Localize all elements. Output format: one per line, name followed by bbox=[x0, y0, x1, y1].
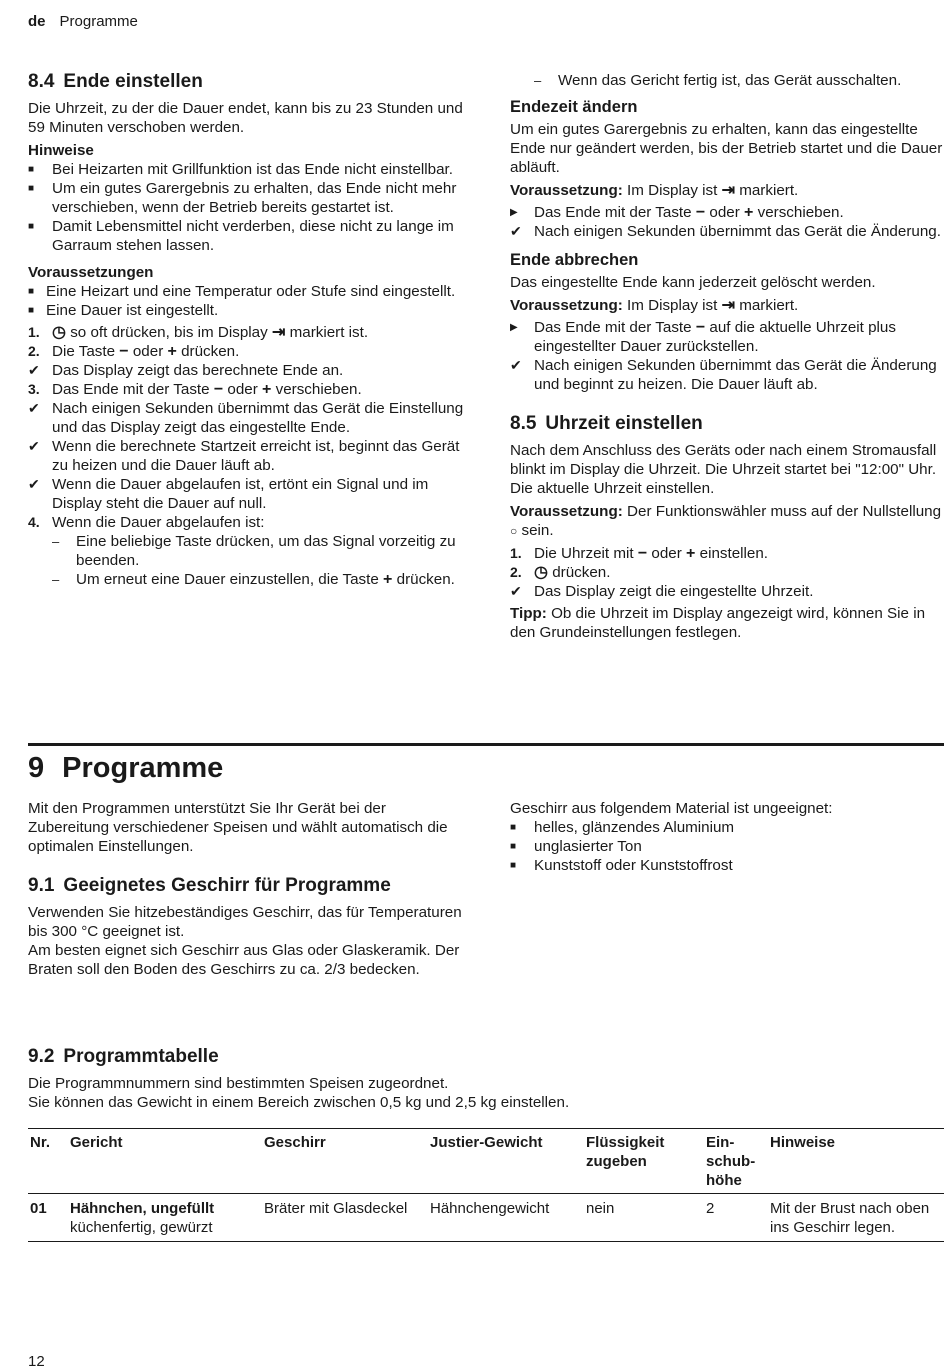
chapter-intro: Mit den Programmen unterstützt Sie Ihr Gerät bei der Zubereitung verschiedener Speisen und wählt automatisch die optimalen Einstellungen. bbox=[28, 800, 448, 855]
body-text: Geschirr aus folgendem Material ist ungeeignet: bbox=[510, 800, 833, 817]
chapter-heading: 9 Programme bbox=[28, 752, 224, 784]
result: ✔ Das Display zeigt die eingestellte Uhrzeit. bbox=[510, 583, 814, 600]
check-icon: ✔ bbox=[28, 362, 40, 378]
body-text: Um ein gutes Garergebnis zu erhalten, kann das eingestellte Ende nur geändert werden, bis der Betrieb startet und die Dauer abläuft. bbox=[510, 121, 943, 176]
minus-icon: − bbox=[213, 381, 224, 398]
section-heading: 9.1 Geeignetes Geschirr für Programme bbox=[28, 875, 391, 896]
prerequisite: Voraussetzung: Im Display ist ⇥ markiert. bbox=[510, 297, 799, 314]
zero-position-icon: ○ bbox=[510, 524, 518, 538]
subsection-heading: Endezeit ändern bbox=[510, 98, 638, 116]
chapter-intro-col bbox=[28, 799, 466, 979]
dash-item: – Um erneut eine Dauer einzustellen, die Taste + drücken. bbox=[52, 571, 455, 588]
dash-item: – Wenn das Gericht fertig ist, das Gerät ausschalten. bbox=[534, 72, 902, 89]
list-item: ■ Kunststoff oder Kunststoffrost bbox=[510, 857, 733, 874]
lang-code: de bbox=[28, 13, 46, 30]
list-item: ■ Eine Dauer ist eingestellt. bbox=[28, 302, 219, 319]
section-heading: 8.5 Uhrzeit einstellen bbox=[510, 413, 703, 434]
body-text: Am besten eignet sich Geschirr aus Glas oder Glaskeramik. Der Braten soll den Boden des Geschirrs zu ca. 2/3 bedecken. bbox=[28, 942, 460, 978]
cell-liquid: nein bbox=[584, 1194, 704, 1242]
end-time-icon: ⇥ bbox=[721, 297, 735, 314]
minus-icon: − bbox=[119, 343, 129, 360]
bullet-icon: ■ bbox=[28, 183, 35, 194]
result: ✔ Nach einigen Sekunden übernimmt das Gerät die Änderung. bbox=[510, 223, 941, 240]
list-item: ■ Eine Heizart und eine Temperatur oder Stufe sind eingestellt. bbox=[28, 283, 456, 300]
cell-weight: Hähnchengewicht bbox=[428, 1194, 584, 1242]
bullet-icon: ■ bbox=[510, 860, 517, 871]
notes-heading: Hinweise bbox=[28, 142, 94, 159]
end-time-icon: ⇥ bbox=[721, 182, 735, 199]
list-item: ■ helles, glänzendes Aluminium bbox=[510, 819, 735, 836]
step-3: 3. Das Ende mit der Taste − oder + verschieben. bbox=[28, 381, 362, 398]
list-item: ■ unglasierter Ton bbox=[510, 838, 642, 855]
section-heading: 8.4 Ende einstellen bbox=[28, 71, 203, 92]
step-2: 2. ◷ drücken. bbox=[510, 564, 611, 581]
body-text: Das eingestellte Ende kann jederzeit gelöscht werden. bbox=[510, 274, 876, 291]
program-table bbox=[28, 1128, 944, 1242]
clock-icon: ◷ bbox=[534, 564, 548, 581]
section-heading: 9.2 Programmtabelle bbox=[28, 1046, 219, 1067]
body-text: Die Programmnummern sind bestimmten Speisen zugeordnet. bbox=[28, 1075, 449, 1092]
tip: Tipp: Ob die Uhrzeit im Display angezeigt wird, können Sie in den Grundeinstellungen festlegen. bbox=[510, 605, 926, 641]
action: ▶ Das Ende mit der Taste − auf die aktuelle Uhrzeit plus eingestellter Dauer zurückstellen. bbox=[510, 319, 896, 355]
bullet-icon: ■ bbox=[28, 305, 35, 316]
col-header: Flüssigkeit zugeben bbox=[584, 1129, 704, 1194]
table-header-row bbox=[28, 1129, 944, 1194]
col-header: Justier-Gewicht bbox=[428, 1129, 584, 1194]
bullet-icon: ■ bbox=[28, 286, 35, 297]
minus-icon: − bbox=[695, 319, 706, 336]
bullet-icon: ■ bbox=[510, 822, 517, 833]
result: ✔ Das Display zeigt das berechnete Ende an. bbox=[28, 362, 344, 379]
prerequisite: Voraussetzung: Der Funktionswähler muss auf der Nullstellung ○ sein. bbox=[510, 503, 942, 539]
right-column-top bbox=[510, 71, 946, 642]
result: ✔ Nach einigen Sekunden übernimmt das Gerät die Änderung und beginnt zu heizen. Die Dauer läuft ab. bbox=[510, 357, 937, 393]
result: ✔ Wenn die Dauer abgelaufen ist, ertönt ein Signal und im Display steht die Dauer auf null. bbox=[28, 476, 429, 512]
table-row bbox=[28, 1194, 944, 1242]
minus-icon: − bbox=[637, 545, 648, 562]
section-9-2 bbox=[28, 1045, 944, 1112]
action: ▶ Das Ende mit der Taste − oder + verschieben. bbox=[510, 204, 844, 221]
plus-icon: + bbox=[744, 204, 754, 221]
result: ✔ Nach einigen Sekunden übernimmt das Gerät die Einstellung und das Display zeigt das eingestellte Ende. bbox=[28, 400, 464, 436]
bullet-icon: ■ bbox=[28, 164, 35, 175]
list-item: ■ Damit Lebensmittel nicht verderben, diese nicht zu lange im Garraum stehen lassen. bbox=[28, 218, 454, 254]
page-number: 12 bbox=[28, 1353, 45, 1370]
page-header bbox=[28, 12, 138, 31]
body-text: Verwenden Sie hitzebeständiges Geschirr, das für Temperaturen bis 300 °C geeignet ist. bbox=[28, 904, 462, 940]
step-4: 4. Wenn die Dauer abgelaufen ist: bbox=[28, 514, 265, 531]
check-icon: ✔ bbox=[28, 438, 40, 454]
col-header: Einschubhöhe bbox=[704, 1129, 768, 1194]
col-header: Nr. bbox=[28, 1129, 68, 1194]
result: ✔ Wenn die berechnete Startzeit erreicht ist, beginnt das Gerät zu heizen und die Dauer läuft ab. bbox=[28, 438, 460, 474]
end-time-icon: ⇥ bbox=[271, 324, 286, 341]
arrow-icon: ▶ bbox=[510, 207, 518, 218]
clock-icon: ◷ bbox=[52, 324, 66, 341]
list-item: ■ Um ein gutes Garergebnis zu erhalten, das Ende nicht mehr verschieben, wenn der Betrieb bereits gestartet ist. bbox=[28, 180, 457, 216]
check-icon: ✔ bbox=[28, 476, 40, 492]
cell-notes: Mit der Brust nach oben ins Geschirr legen. bbox=[768, 1194, 944, 1242]
col-header: Hinweise bbox=[768, 1129, 944, 1194]
minus-icon: − bbox=[695, 204, 706, 221]
cell-ware: Bräter mit Glasdeckel bbox=[262, 1194, 428, 1242]
dash-item: – Eine beliebige Taste drücken, um das Signal vorzeitig zu beenden. bbox=[52, 533, 456, 569]
col-header: Geschirr bbox=[262, 1129, 428, 1194]
arrow-icon: ▶ bbox=[510, 322, 518, 333]
step-1: 1. ◷ so oft drücken, bis im Display ⇥ markiert ist. bbox=[28, 324, 369, 341]
body-text: Nach dem Anschluss des Geräts oder nach einem Stromausfall blinkt im Display die Uhrzeit. Die Uhrzeit startet bei "12:00" Uhr. Die aktuelle Uhrzeit einstellen. bbox=[510, 442, 937, 497]
chapter-rule bbox=[28, 743, 944, 746]
plus-icon: + bbox=[383, 571, 393, 588]
section-8-4 bbox=[28, 70, 466, 589]
step-2: 2. Die Taste − oder + drücken. bbox=[28, 343, 240, 360]
check-icon: ✔ bbox=[510, 357, 522, 373]
intro-text: Die Uhrzeit, zu der die Dauer endet, kann bis zu 23 Stunden und 59 Minuten verschoben werden. bbox=[28, 100, 463, 136]
check-icon: ✔ bbox=[510, 583, 522, 599]
bullet-icon: ■ bbox=[510, 841, 517, 852]
plus-icon: + bbox=[262, 381, 272, 398]
plus-icon: + bbox=[686, 545, 696, 562]
subsection-heading: Ende abbrechen bbox=[510, 251, 639, 269]
col-header: Gericht bbox=[68, 1129, 262, 1194]
unsuitable-col bbox=[510, 799, 946, 875]
cell-nr: 01 bbox=[28, 1194, 68, 1242]
body-text: Sie können das Gewicht in einem Bereich zwischen 0,5 kg und 2,5 kg einstellen. bbox=[28, 1094, 570, 1111]
list-item: ■ Bei Heizarten mit Grillfunktion ist das Ende nicht einstellbar. bbox=[28, 161, 453, 178]
bullet-icon: ■ bbox=[28, 221, 35, 232]
cell-dish: Hähnchen, ungefüllt küchenfertig, gewürzt bbox=[68, 1194, 262, 1242]
check-icon: ✔ bbox=[28, 400, 40, 416]
plus-icon: + bbox=[167, 343, 177, 360]
running-title: Programme bbox=[59, 13, 138, 30]
cell-level: 2 bbox=[704, 1194, 768, 1242]
prerequisite: Voraussetzung: Im Display ist ⇥ markiert. bbox=[510, 182, 799, 199]
step-1: 1. Die Uhrzeit mit − oder + einstellen. bbox=[510, 545, 769, 562]
check-icon: ✔ bbox=[510, 223, 522, 239]
prereq-heading: Voraussetzungen bbox=[28, 264, 154, 281]
